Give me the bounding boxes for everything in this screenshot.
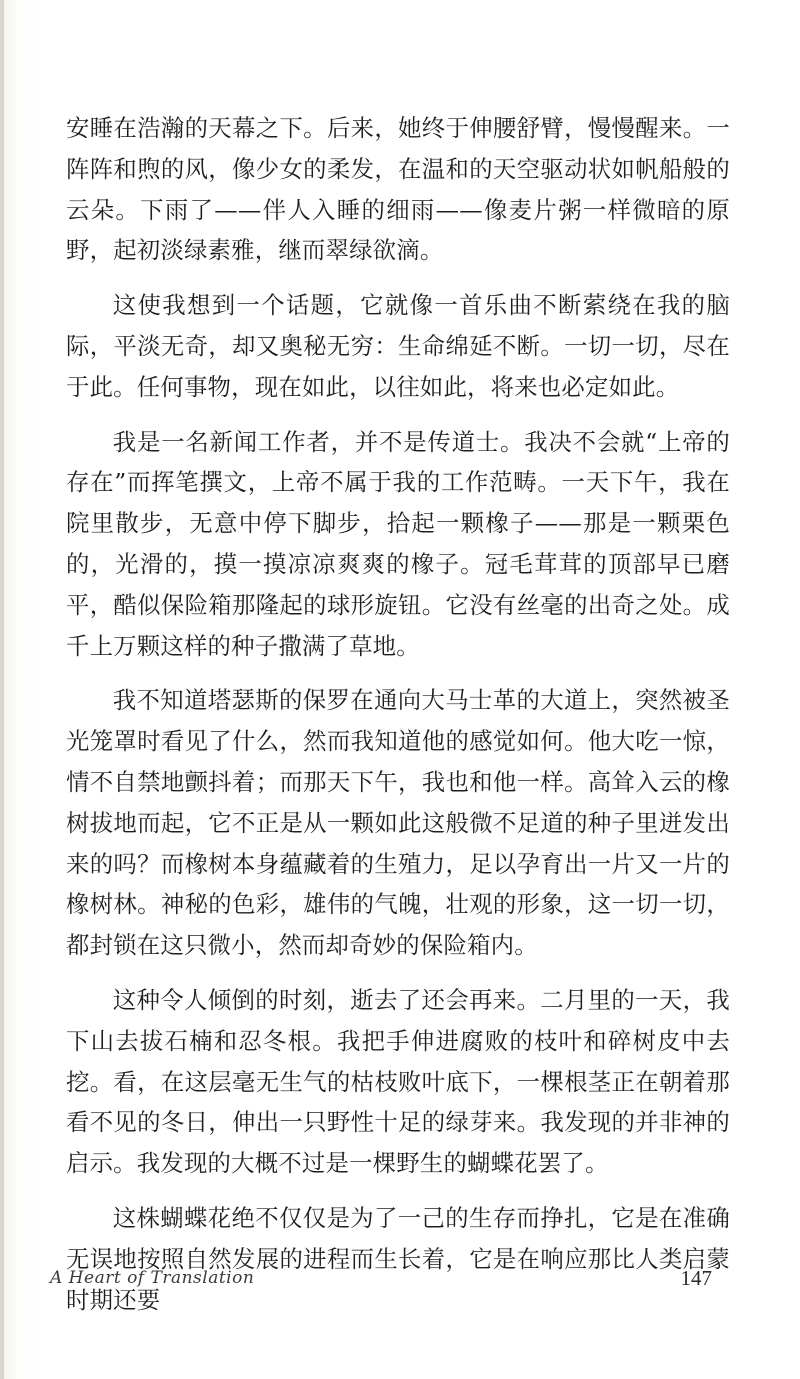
spine-shadow — [0, 0, 4, 1379]
paragraph: 我不知道塔瑟斯的保罗在通向大马士革的大道上，突然被圣光笼罩时看见了什么，然而我知道他的感觉如何。他大吃一惊，情不自禁地颤抖着；而那天下午，我也和他一样。高耸入云的橡树拔地而起，它不正是从一颗如此这般微不足道的种子里迸发出来的吗？而橡树本身蕴藏着的生殖力，足以孕育出一片又一片的橡树林。神秘的色彩，雄伟的气魄，壮观的形象，这一切一切，都封锁在这只微小，然而却奇妙的保险箱内。 — [66, 686, 730, 960]
paragraph: 我是一名新闻工作者，并不是传道士。我决不会就“上帝的存在”而挥笔撰文，上帝不属于我的工作范畴。一天下午，我在院里散步，无意中停下脚步，拾起一颗橡子——那是一颗栗色的，光滑的，摸一摸凉凉爽爽的橡子。冠毛茸茸的顶部早已磨平，酷似保险箱那隆起的球形旋钮。它没有丝毫的出奇之处。成千上万颗这样的种子撒满了草地。 — [66, 427, 730, 660]
paragraph: 这种令人倾倒的时刻，逝去了还会再来。二月里的一天，我下山去拔石楠和忍冬根。我把手伸进腐败的枝叶和碎树皮中去挖。看，在这层毫无生气的枯枝败叶底下，一棵根茎正在朝着那看不见的冬日，伸出一只野性十足的绿芽来。我发现的并非神的启示。我发现的大概不过是一棵野生的蝴蝶花罢了。 — [66, 985, 730, 1178]
body-text — [66, 108, 730, 1334]
page-number: 147 — [680, 1266, 712, 1290]
paragraph: 安睡在浩瀚的天幕之下。后来，她终于伸腰舒臂，慢慢醒来。一阵阵和煦的风，像少女的柔发，在温和的天空驱动状如帆船般的云朵。下雨了——伴人入睡的细雨——像麦片粥一样微暗的原野，起初淡绿素雅，继而翠绿欲滴。 — [66, 114, 730, 265]
paragraph: 这使我想到一个话题，它就像一首乐曲不断萦绕在我的脑际，平淡无奇，却又奥秘无穷：生命绵延不断。一切一切，尽在于此。任何事物，现在如此，以往如此，将来也必定如此。 — [66, 291, 730, 401]
running-footer-title: A Heart of Translation — [50, 1268, 255, 1288]
paragraph: 这株蝴蝶花绝不仅仅是为了一己的生存而挣扎，它是在准确无误地按照自然发展的进程而生长着，它是在响应那比人类启蒙时期还要 — [66, 1203, 730, 1314]
